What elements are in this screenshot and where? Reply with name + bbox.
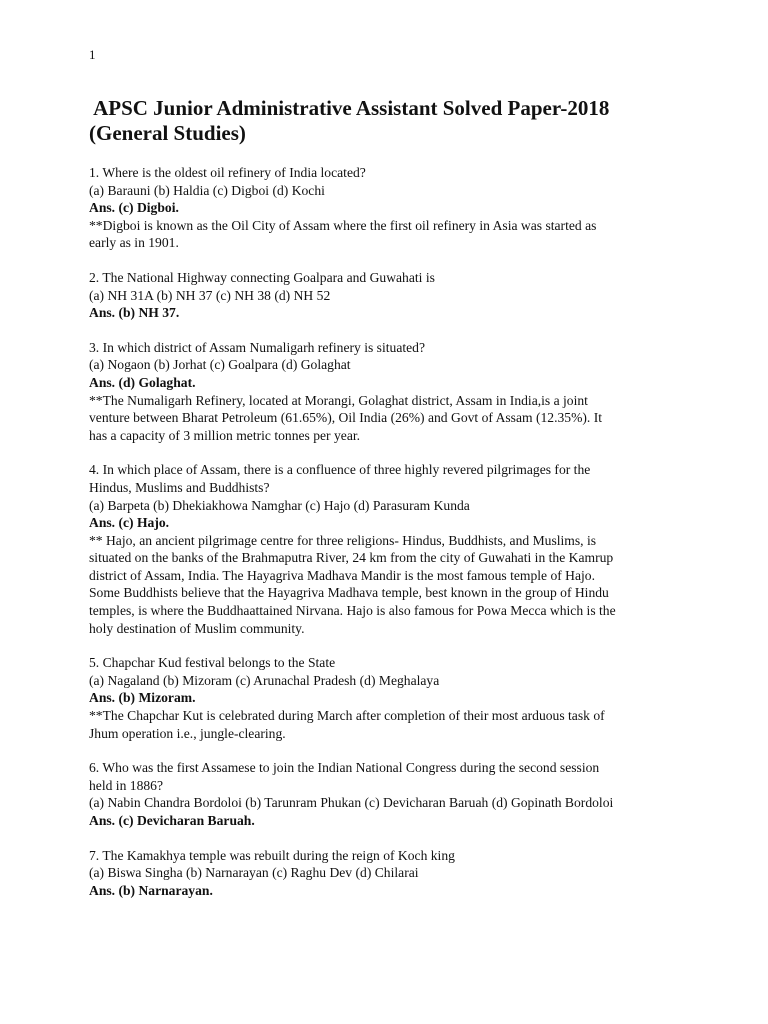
question-text: Hindus, Muslims and Buddhists? xyxy=(89,479,270,495)
explanation-text: **The Chapchar Kut is celebrated during March after completion of their most arduous task of xyxy=(89,708,605,724)
title-line-2: (General Studies) xyxy=(89,121,246,145)
question-block xyxy=(89,847,689,900)
answer-text: Ans. (c) Digboi. xyxy=(89,200,179,216)
explanation-text: **Digboi is known as the Oil City of Assam where the first oil refinery in Asia was started as xyxy=(89,217,597,233)
question-options: (a) NH 31A (b) NH 37 (c) NH 38 (d) NH 52 xyxy=(89,287,331,303)
question-text: 2. The National Highway connecting Goalpara and Guwahati is xyxy=(89,269,435,285)
explanation-text: holy destination of Muslim community. xyxy=(89,620,305,636)
question-options: (a) Nagaland (b) Mizoram (c) Arunachal Pradesh (d) Meghalaya xyxy=(89,672,440,688)
question-block xyxy=(89,269,689,322)
question-options: (a) Biswa Singha (b) Narnarayan (c) Raghu Dev (d) Chilarai xyxy=(89,865,419,881)
explanation-text: **The Numaligarh Refinery, located at Morangi, Golaghat district, Assam in India,is a joint xyxy=(89,392,588,408)
question-text: 4. In which place of Assam, there is a confluence of three highly revered pilgrimages for the xyxy=(89,462,591,478)
question-block xyxy=(89,461,689,637)
answer-text: Ans. (b) Narnarayan. xyxy=(89,882,213,898)
answer-text: Ans. (c) Devicharan Baruah. xyxy=(89,813,255,828)
answer-text: Ans. (b) NH 37. xyxy=(89,305,180,321)
question-text: 6. Who was the first Assamese to join the Indian National Congress during the second session xyxy=(89,760,600,776)
question-list xyxy=(89,164,689,899)
question-options: (a) Nabin Chandra Bordoloi (b) Tarunram Phukan (c) Devicharan Baruah (d) Gopinath Bordoloi xyxy=(89,795,614,811)
question-text: 1. Where is the oldest oil refinery of India located? xyxy=(89,165,366,180)
page-number: 1 xyxy=(89,47,96,62)
question-block xyxy=(89,654,689,742)
question-text: 7. The Kamakhya temple was rebuilt during the reign of Koch king xyxy=(89,847,455,863)
answer-text: Ans. (c) Hajo. xyxy=(89,515,170,531)
explanation-text: Some Buddhists believe that the Hayagriva Madhava temple, best known in the group of Hindu xyxy=(89,585,609,601)
answer-text: Ans. (d) Golaghat. xyxy=(89,374,196,390)
question-options: (a) Nogaon (b) Jorhat (c) Goalpara (d) Golaghat xyxy=(89,357,351,373)
question-options: (a) Barauni (b) Haldia (c) Digboi (d) Kochi xyxy=(89,182,325,198)
explanation-text: early as in 1901. xyxy=(89,235,179,251)
explanation-text: ** Hajo, an ancient pilgrimage centre for three religions- Hindus, Buddhists, and Muslims, is xyxy=(89,532,597,548)
explanation-text: has a capacity of 3 million metric tonnes per year. xyxy=(89,427,361,443)
question-options: (a) Barpeta (b) Dhekiakhowa Namghar (c) Hajo (d) Parasuram Kunda xyxy=(89,497,470,513)
explanation-text: situated on the banks of the Brahmaputra River, 24 km from the city of Guwahati in the Kamrup xyxy=(89,550,614,566)
question-block xyxy=(89,164,689,252)
question-block xyxy=(89,339,689,445)
document-content xyxy=(89,96,689,916)
question-block xyxy=(89,759,689,829)
title-line-1: APSC Junior Administrative Assistant Solved Paper-2018 xyxy=(89,96,610,120)
question-text: 3. In which district of Assam Numaligarh refinery is situated? xyxy=(89,339,425,355)
explanation-text: Jhum operation i.e., jungle-clearing. xyxy=(89,725,286,741)
explanation-text: district of Assam, India. The Hayagriva Madhava Mandir is the most famous temple of Hajo. xyxy=(89,567,596,583)
question-text: held in 1886? xyxy=(89,777,163,793)
explanation-text: temples, is where the Buddhaattained Nirvana. Hajo is also famous for Powa Mecca which is the xyxy=(89,603,616,619)
question-text: 5. Chapchar Kud festival belongs to the State xyxy=(89,655,336,671)
answer-text: Ans. (b) Mizoram. xyxy=(89,690,196,706)
page-title xyxy=(89,96,689,146)
explanation-text: venture between Bharat Petroleum (61.65%), Oil India (26%) and Govt of Assam (12.35%). It xyxy=(89,410,603,426)
